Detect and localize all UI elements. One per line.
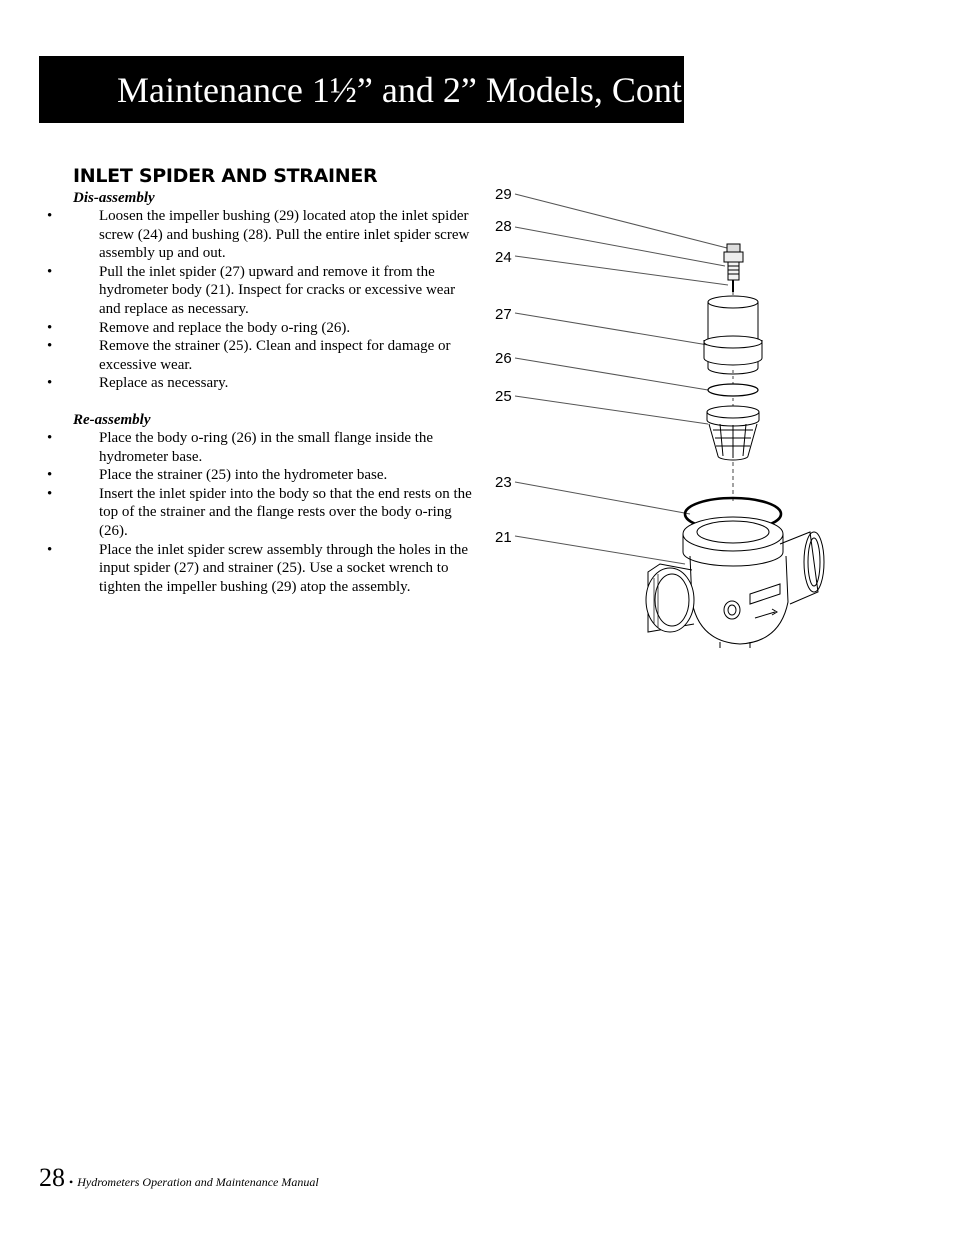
callout-24: 24 [495,249,512,266]
list-item: • Insert the inlet spider into the body so that the end rests on the top of the strainer and the flange rests over the body o-ring (26). [47,485,472,539]
disassembly-heading: Dis-assembly [73,190,155,206]
list-item: • Pull the inlet spider (27) upward and remove it from the hydrometer body (21). Inspect for cracks or excessive wear and replace as necessary. [47,263,456,317]
bullet-icon: • [47,429,53,446]
disassembly-list [47,207,473,393]
page-number: 28 [39,1163,65,1192]
bullet-icon: • [47,541,53,558]
callout-27: 27 [495,306,512,323]
leader-line-29 [515,194,727,248]
list-item: • Place the strainer (25) into the hydrometer base. [47,467,388,484]
bullet-icon: • [47,485,53,502]
list-item: • Place the inlet spider screw assembly through the holes in the input spider (27) and strainer (25). Use a socket wrench to tighten the impeller bushing (29) atop the assembly. [47,541,469,595]
section-title: INLET SPIDER AND STRAINER [73,165,378,187]
reassembly-list [47,429,473,596]
hydrometer-body-part [646,517,824,648]
bullet-icon: • [47,208,53,224]
bullet-icon: • [47,467,53,484]
list-item: • Remove and replace the body o-ring (26). [47,319,351,336]
body-o-ring-part [708,384,758,396]
callout-29: 29 [495,186,512,203]
bullet-icon: • [47,338,53,355]
reassembly-heading: Re-assembly [73,411,151,428]
callout-25: 25 [495,388,512,405]
page-title: Maintenance 1½” and 2” Models, Cont. [117,70,691,110]
list-item: • Remove the strainer (25). Clean and inspect for damage or excessive wear. [47,338,451,373]
leader-line-27 [515,313,708,345]
bullet-icon: • [47,375,53,392]
list-item: • Place the body o-ring (26) in the small flange inside the hydrometer base. [47,429,434,465]
callout-21: 21 [495,529,512,546]
page-footer [39,1163,319,1193]
manual-title: Hydrometers Operation and Maintenance Manual [77,1175,319,1189]
list-item: • Loosen the impeller bushing (29) located atop the inlet spider screw (24) and bushing (28). Pull the entire inlet spider screw assembly up and out. [47,208,470,262]
callout-23: 23 [495,474,512,491]
header-banner [39,56,691,123]
bullet-icon: • [47,319,53,336]
callout-26: 26 [495,350,512,367]
leader-line-25 [515,396,708,424]
strainer-part [707,406,759,460]
footer-separator: • [69,1175,74,1189]
exploded-parts-diagram [480,172,860,652]
inlet-spider-part [704,296,762,374]
list-item: • Replace as necessary. [47,375,229,392]
leader-line-21 [515,536,685,564]
instructions-column [47,163,473,596]
bullet-icon: • [47,263,53,280]
leader-line-26 [515,358,708,390]
callout-28: 28 [495,218,512,235]
leader-line-23 [515,482,690,514]
